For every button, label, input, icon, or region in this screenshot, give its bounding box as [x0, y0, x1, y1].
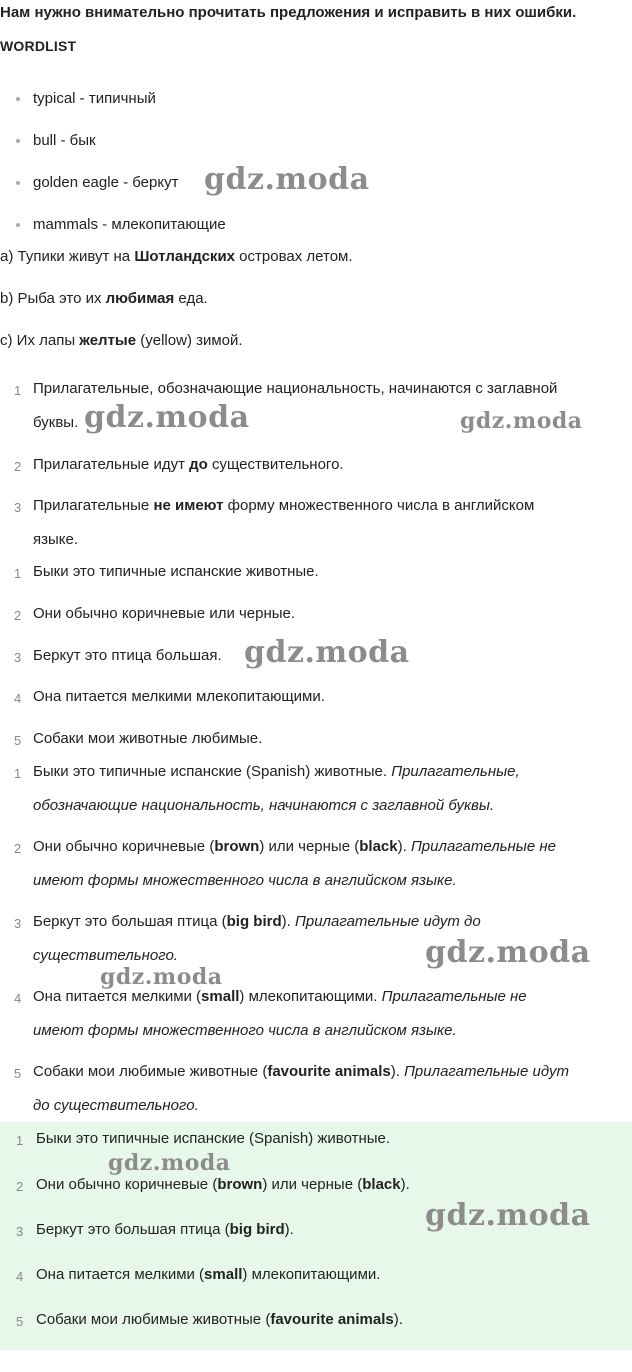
wordlist-title: WORDLIST [0, 38, 77, 54]
wordlist-item: bull - бык [33, 132, 96, 149]
watermark: gdz.moda [108, 1150, 231, 1176]
watermark: gdz.moda [204, 162, 370, 197]
answer-item: Собаки мои любимые животные (favourite animals). [36, 1311, 403, 1328]
watermark: gdz.moda [460, 408, 583, 434]
task-item: Быки это типичные испанские животные. [33, 563, 319, 580]
explained-item: Она питается мелкими (small) млекопитающими. Прилагательные не имеют формы множественного числа в английском языке. [33, 988, 527, 1039]
rule-3: Прилагательные не имеют форму множественного числа в английском языке. [33, 497, 535, 548]
wordlist-item: golden eagle - беркут [33, 174, 179, 191]
task-item: Они обычно коричневые или черные. [33, 605, 296, 622]
task-item: Она питается мелкими млекопитающими. [33, 688, 325, 705]
list-number: 2 [16, 1179, 24, 1194]
answer-item: Она питается мелкими (small) млекопитающими. [36, 1266, 381, 1283]
list-number: 3 [16, 1224, 24, 1239]
intro-text: Нам нужно внимательно прочитать предложения и исправить в них ошибки. [0, 4, 577, 21]
list-number: 1 [14, 383, 22, 398]
list-number: 3 [14, 650, 22, 665]
watermark: gdz.moda [100, 964, 223, 990]
explained-item: Быки это типичные испанские (Spanish) животные. Прилагательные, обозначающие национальность, начинаются с заглавной буквы. [33, 763, 520, 814]
bullet-icon [16, 223, 20, 227]
answer-item: Беркут это большая птица (big bird). [36, 1221, 294, 1238]
explained-item: Беркут это большая птица (big bird). Прилагательные идут до существительного. [33, 913, 481, 964]
bullet-icon [16, 139, 20, 143]
explained-item: Собаки мои любимые животные (favourite animals). Прилагательные идут до существительного. [33, 1063, 569, 1114]
list-number: 1 [14, 766, 22, 781]
list-number: 1 [14, 566, 22, 581]
sentence-b: b) Рыба это их любимая еда. [0, 290, 208, 307]
list-number: 2 [14, 841, 22, 856]
task-item: Собаки мои животные любимые. [33, 730, 263, 747]
list-number: 2 [14, 608, 22, 623]
list-number: 3 [14, 916, 22, 931]
list-number: 5 [14, 1066, 22, 1081]
list-number: 4 [14, 991, 22, 1006]
rule-2: Прилагательные идут до существительного. [33, 456, 344, 473]
watermark: gdz.moda [244, 635, 410, 670]
task-item: Беркут это птица большая. [33, 647, 222, 664]
list-number: 3 [14, 500, 22, 515]
watermark: gdz.moda [425, 935, 591, 970]
watermark: gdz.moda [84, 400, 250, 435]
list-number: 2 [14, 459, 22, 474]
list-number: 1 [16, 1133, 24, 1148]
list-number: 5 [14, 733, 22, 748]
list-number: 5 [16, 1314, 24, 1329]
list-number: 4 [16, 1269, 24, 1284]
bullet-icon [16, 97, 20, 101]
watermark: gdz.moda [425, 1198, 591, 1233]
answer-item: Быки это типичные испанские (Spanish) животные. [36, 1130, 391, 1147]
answer-item: Они обычно коричневые (brown) или черные (black). [36, 1176, 410, 1193]
wordlist-item: typical - типичный [33, 90, 156, 107]
list-number: 4 [14, 691, 22, 706]
bullet-icon [16, 181, 20, 185]
explained-item: Они обычно коричневые (brown) или черные (black). Прилагательные не имеют формы множественного числа в английском языке. [33, 838, 556, 889]
sentence-c: c) Их лапы желтые (yellow) зимой. [0, 332, 243, 349]
sentence-a: a) Тупики живут на Шотландских островах летом. [0, 248, 353, 265]
wordlist-item: mammals - млекопитающие [33, 216, 226, 233]
rule-1: Прилагательные, обозначающие национальность, начинаются с заглавной буквы. [33, 380, 558, 431]
